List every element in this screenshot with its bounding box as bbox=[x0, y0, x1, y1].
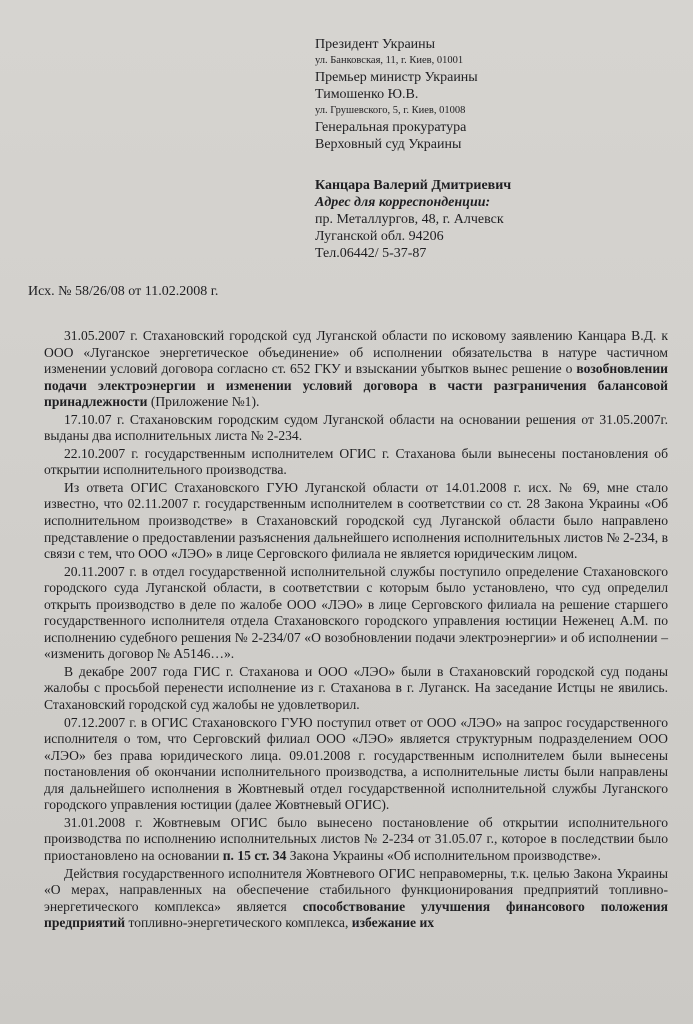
sender-region: Луганской обл. 94206 bbox=[315, 229, 444, 244]
paragraph: 07.12.2007 г. в ОГИС Стахановского ГУЮ поступил ответ от ООО «ЛЭО» на запрос государственного исполнителя о том, что Серговский филиал ООО «ЛЭО» является структурным подразделением ООО «ЛЭО» без права юридического лица. 09.01.2008 г. государственным исполнителем были вынесены постановления об окончании исполнительного производства, а исполнительные листы были направлены для дальнейшего исполнения в Жовтневый отдел государственной исполнительной службы Луганского городского управления юстиции (далее Жовтневый ОГИС). bbox=[44, 714, 668, 813]
sender-block bbox=[315, 177, 685, 262]
addressee-president: Президент Украины bbox=[315, 37, 436, 52]
addressee-president-address: ул. Банковская, 11, г. Киев, 01001 bbox=[315, 55, 464, 66]
addressee-prime-minister-name: Тимошенко Ю.В. bbox=[315, 87, 419, 102]
addressee-block bbox=[315, 36, 685, 262]
addressee-prime-minister-address: ул. Грушевского, 5, г. Киев, 01008 bbox=[315, 105, 466, 116]
paragraph: 17.10.07 г. Стахановским городским судом Луганской области на основании решения от 31.05.2007г. выданы два исполнительных листа № 2-234. bbox=[44, 411, 668, 444]
paragraph: Действия государственного исполнителя Жовтневого ОГИС неправомерны, т.к. целью Закона Украины «О мерах, направленных на обеспечение стабильного функционирования предприятий топливно-энергетического комплекса» является способствование улучшения финансового положения предприятий топливно-энергетического комплекса, избежание их bbox=[44, 865, 668, 931]
paragraph: 31.01.2008 г. Жовтневым ОГИС было вынесено постановление об открытии исполнительного производства по исполнению исполнительных листов № 2-234 от 31.05.07 г., которое в последствии было приостановлено на основании п. 15 ст. 34 Закона Украины «Об исполнительном производстве». bbox=[44, 814, 668, 863]
paragraph: В декабре 2007 года ГИС г. Стаханова и ООО «ЛЭО» были в Стахановский городской суд поданы жалобы с просьбой перенести исполнение из г. Стаханова в г. Луганск. На заседание Истцы не явились. Стахановский городской суд жалобы не удовлетворил. bbox=[44, 663, 668, 713]
paragraph: 22.10.2007 г. государственным исполнителем ОГИС г. Стаханова были вынесены постановления об открытии исполнительного производства. bbox=[44, 445, 668, 478]
addressee-prime-minister: Премьер министр Украины bbox=[315, 70, 478, 85]
addressee-supreme-court: Верховный суд Украины bbox=[315, 137, 462, 152]
addressee-prosecutor: Генеральная прокуратура bbox=[315, 120, 467, 135]
sender-phone: Тел.06442/ 5-37-87 bbox=[315, 246, 427, 261]
sender-address-label: Адрес для корреспонденции: bbox=[315, 195, 491, 210]
outgoing-reference: Исх. № 58/26/08 от 11.02.2008 г. bbox=[28, 284, 219, 299]
paragraph: 31.05.2007 г. Стахановский городской суд Луганской области по исковому заявлению Канцара В.Д. к ООО «Луганское энергетическое объединение» об исполнении обязательства в натуре частичном изменении условий договора согласно ст. 652 ГКУ и взыскании убытков вынес решение о возобновлении подачи электроэнергии и изменении условий договора в части разграничения балансовой принадлежности (Приложение №1). bbox=[44, 328, 668, 410]
paragraph: 20.11.2007 г. в отдел государственной исполнительной службы поступило определение Стахановского городского суда Луганской области, в соответствии с которым было установлено, что суд определил открыть производство в деле по жалобе ООО «ЛЭО» в лице Серговского филиала на решение старшего государственного исполнителя отдела Стахановского городского управления юстиции Неженец А.М. по исполнению судебного решения № 2-234/07 «О возобновлении подачи электроэнергии» и об исполнении – «изменить договор № А5146…». bbox=[44, 563, 668, 662]
sender-street: пр. Металлургов, 48, г. Алчевск bbox=[315, 212, 504, 227]
sender-name: Канцара Валерий Дмитриевич bbox=[315, 178, 512, 193]
paragraph: Из ответа ОГИС Стахановского ГУЮ Луганской области от 14.01.2008 г. исх. № 69, мне стало известно, что 02.11.2007 г. государственным исполнителем в соответствии со ст. 28 Закона Украины «Об исполнительном производстве» в Стахановский городской суд Луганской области было направлено представление о предоставлении разъяснения дальнейшего исполнения исполнительных листов № 2-234, в связи с тем, что ООО «ЛЭО» в лице Серговского филиала не является юридическим лицом. bbox=[44, 479, 668, 562]
letter-body bbox=[44, 328, 668, 932]
